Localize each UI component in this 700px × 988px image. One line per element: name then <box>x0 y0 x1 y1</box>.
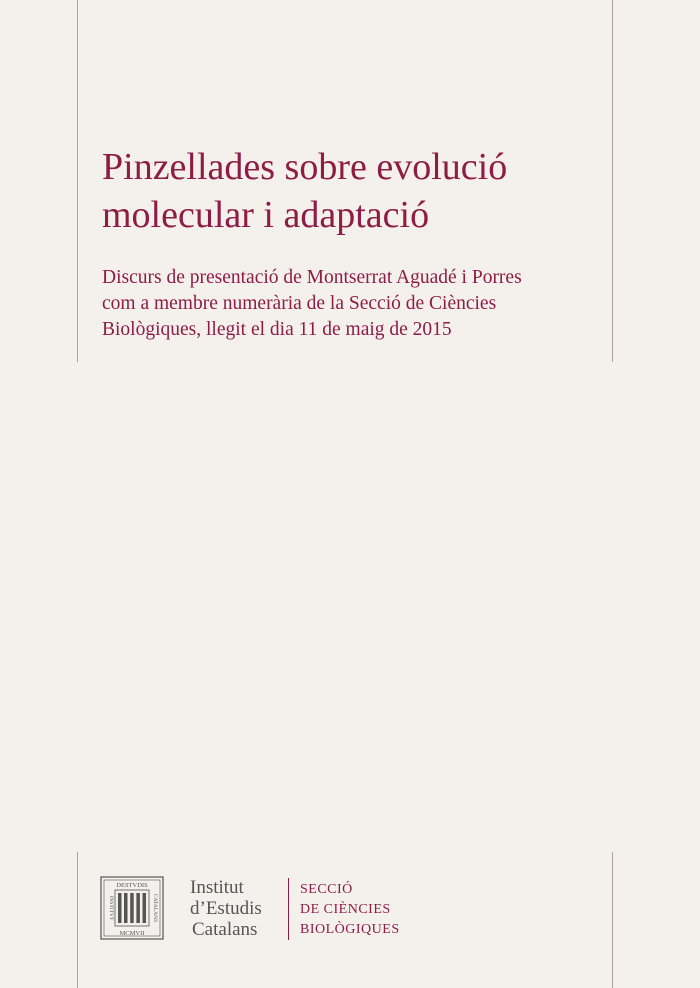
title-line: Pinzellades sobre evolució <box>102 146 508 188</box>
iec-seal-logo <box>100 876 164 940</box>
book-subtitle <box>102 265 607 343</box>
right-rule-bottom <box>612 852 613 988</box>
publisher-name-line: d’Estudis <box>190 898 262 919</box>
section-name <box>300 880 400 940</box>
title-line: molecular i adaptació <box>102 194 430 236</box>
subtitle-line: Biològiques, llegit el dia 11 de maig de 2015 <box>102 319 452 340</box>
section-name-line: DE CIÈNCIES <box>300 902 391 917</box>
seal-left-text: INSTITVT <box>108 895 114 921</box>
section-name-line: SECCIÓ <box>300 882 353 897</box>
subtitle-line: com a membre numerària de la Secció de Ciències <box>102 293 497 314</box>
seal-right-text: CATALANS <box>152 893 158 923</box>
left-rule-top <box>77 0 78 362</box>
book-title <box>102 143 602 239</box>
publisher-name <box>190 877 262 940</box>
publisher-separator <box>288 878 289 940</box>
section-name-line: BIOLÒGIQUES <box>300 922 400 937</box>
left-rule-bottom <box>77 852 78 988</box>
right-rule-top <box>612 0 613 362</box>
subtitle-line: Discurs de presentació de Montserrat Aguadé i Porres <box>102 267 522 288</box>
publisher-name-line: Catalans <box>192 919 258 940</box>
seal-bottom-text: MCMVII <box>119 930 145 937</box>
seal-top-text: DESTVDIS <box>116 882 148 889</box>
publisher-name-line: Institut <box>190 877 244 898</box>
